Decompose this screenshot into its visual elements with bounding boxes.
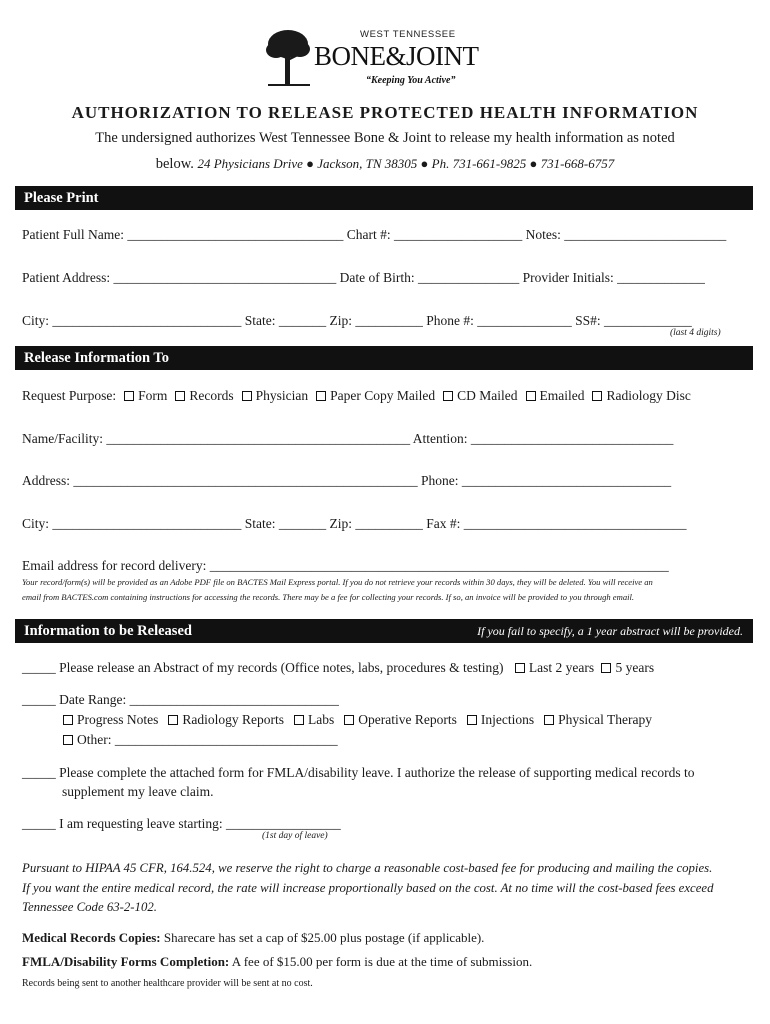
purpose-option: Records: [189, 388, 234, 403]
section-label: Information to be Released: [24, 623, 192, 639]
checkbox[interactable]: [592, 391, 602, 401]
other-row: [55, 732, 338, 748]
ss-hint: (last 4 digits): [670, 328, 721, 338]
section-label: Please Print: [24, 190, 99, 206]
logo-top-line: WEST TENNESSEE: [360, 29, 456, 40]
leave-row[interactable]: _____ I am requesting leave starting: _________________: [22, 816, 341, 831]
checkbox[interactable]: [344, 715, 354, 725]
purpose-option: CD Mailed: [457, 388, 518, 403]
bactes-note-2: email from BACTES.com containing instructions for accessing the records. There may be a fee for collecting your records. If so, an invoice will be provided to you through email.: [22, 592, 635, 602]
leave-hint: (1st day of leave): [262, 831, 328, 841]
fmla-row-2: supplement my leave claim.: [62, 784, 214, 799]
form-title: AUTHORIZATION TO RELEASE PROTECTED HEALTH INFORMATION: [71, 103, 699, 122]
checkbox[interactable]: [168, 715, 178, 725]
purpose-option: Paper Copy Mailed: [330, 388, 436, 403]
purpose-option: Radiology Disc: [606, 388, 691, 403]
section-release-info: [15, 346, 753, 370]
checkbox[interactable]: [316, 391, 326, 401]
section-info-released: [15, 619, 753, 643]
section-label: Release Information To: [24, 350, 169, 366]
checkbox[interactable]: [443, 391, 453, 401]
abstract-row: [22, 660, 654, 676]
form-intro: The undersigned authorizes West Tennessee Bone & Joint to release my health information as noted: [95, 130, 675, 146]
purpose-option: Physician: [255, 388, 309, 403]
contact-info: 24 Physicians Drive ● Jackson, TN 38305 ● Ph. 731-661-9825 ● 731-668-6757: [197, 156, 615, 171]
checkbox[interactable]: [601, 663, 611, 673]
record-type-option: Operative Reports: [358, 712, 457, 727]
copies-label: Medical Records Copies:: [22, 930, 161, 945]
copies-text: Sharecare has set a cap of $25.00 plus postage (if applicable).: [160, 930, 485, 945]
provider-note: Records being sent to another healthcare provider will be sent at no cost.: [22, 978, 313, 989]
purpose-option: Form: [138, 388, 168, 403]
record-type-option: Labs: [308, 712, 335, 727]
date-range-row[interactable]: _____ Date Range: _______________________________: [22, 692, 339, 707]
record-type-option: Progress Notes: [77, 712, 159, 727]
checkbox[interactable]: [294, 715, 304, 725]
patient-name-row[interactable]: Patient Full Name: ________________________________ Chart #: ___________________ Notes: ________________________: [22, 227, 727, 242]
form-intro-contact: [0, 156, 770, 173]
logo: [264, 28, 514, 90]
checkbox[interactable]: [467, 715, 477, 725]
fmla-label: FMLA/Disability Forms Completion:: [22, 954, 230, 969]
logo-tagline: “Keeping You Active”: [366, 75, 456, 86]
fmla-row-1[interactable]: _____ Please complete the attached form for FMLA/disability leave. I authorize the release of supporting medical records to: [22, 765, 695, 780]
fmla-text: A fee of $15.00 per form is due at the time of submission.: [229, 954, 533, 969]
purpose-option: Emailed: [539, 388, 585, 403]
checkbox[interactable]: [124, 391, 134, 401]
record-type-option: Radiology Reports: [182, 712, 284, 727]
release-city-row[interactable]: City: ____________________________ State: _______ Zip: __________ Fax #: _________________________________: [22, 516, 687, 531]
abstract-option: 5 years: [615, 660, 655, 675]
purpose-label: Request Purpose:: [22, 388, 117, 403]
checkbox[interactable]: [63, 715, 73, 725]
record-types-row: [55, 712, 652, 728]
patient-city-row[interactable]: City: ____________________________ State: _______ Zip: __________ Phone #: ______________ SS#: _____________: [22, 313, 692, 328]
abstract-option: Last 2 years: [528, 660, 595, 675]
name-facility-row[interactable]: Name/Facility: _____________________________________________ Attention: ______________________________: [22, 431, 674, 446]
patient-address-row[interactable]: Patient Address: _________________________________ Date of Birth: _______________ Provider Initials: _____________: [22, 270, 705, 285]
checkbox[interactable]: [242, 391, 252, 401]
tree-icon: [264, 28, 314, 90]
record-type-option: Physical Therapy: [558, 712, 652, 727]
other-field[interactable]: Other: _________________________________: [77, 732, 338, 747]
abstract-text[interactable]: _____ Please release an Abstract of my records (Office notes, labs, procedures & testing): [22, 660, 504, 675]
record-type-option: Injections: [480, 712, 535, 727]
hipaa-line-2: If you want the entire medical record, the rate will increase proportionally based on the cost. At no time will the cost-based fees exceed: [22, 881, 714, 895]
hipaa-line-1: Pursuant to HIPAA 45 CFR, 164.524, we reserve the right to charge a reasonable cost-based fee for producing and mailing the copies.: [22, 861, 713, 875]
logo-name: BONE&JOINT: [314, 41, 479, 71]
hipaa-line-3: Tennessee Code 63-2-102.: [22, 900, 157, 914]
checkbox[interactable]: [526, 391, 536, 401]
bactes-note-1: Your record/form(s) will be provided as an Adobe PDF file on BACTES Mail Express portal. If you do not retrieve your records within 30 days, they will be deleted. You will receive an: [22, 577, 653, 587]
intro-prefix: below.: [155, 156, 194, 172]
release-address-row[interactable]: Address: ___________________________________________________ Phone: _______________________________: [22, 473, 672, 488]
checkbox[interactable]: [63, 735, 73, 745]
request-purpose-row: [22, 388, 691, 404]
checkbox[interactable]: [175, 391, 185, 401]
fmla-fee: [22, 954, 532, 970]
email-row[interactable]: Email address for record delivery: ____________________________________________________________________: [22, 558, 669, 573]
section-note: If you fail to specify, a 1 year abstract will be provided.: [477, 624, 743, 638]
checkbox[interactable]: [544, 715, 554, 725]
section-please-print: [15, 186, 753, 210]
checkbox[interactable]: [515, 663, 525, 673]
copies-fee: [22, 930, 484, 946]
